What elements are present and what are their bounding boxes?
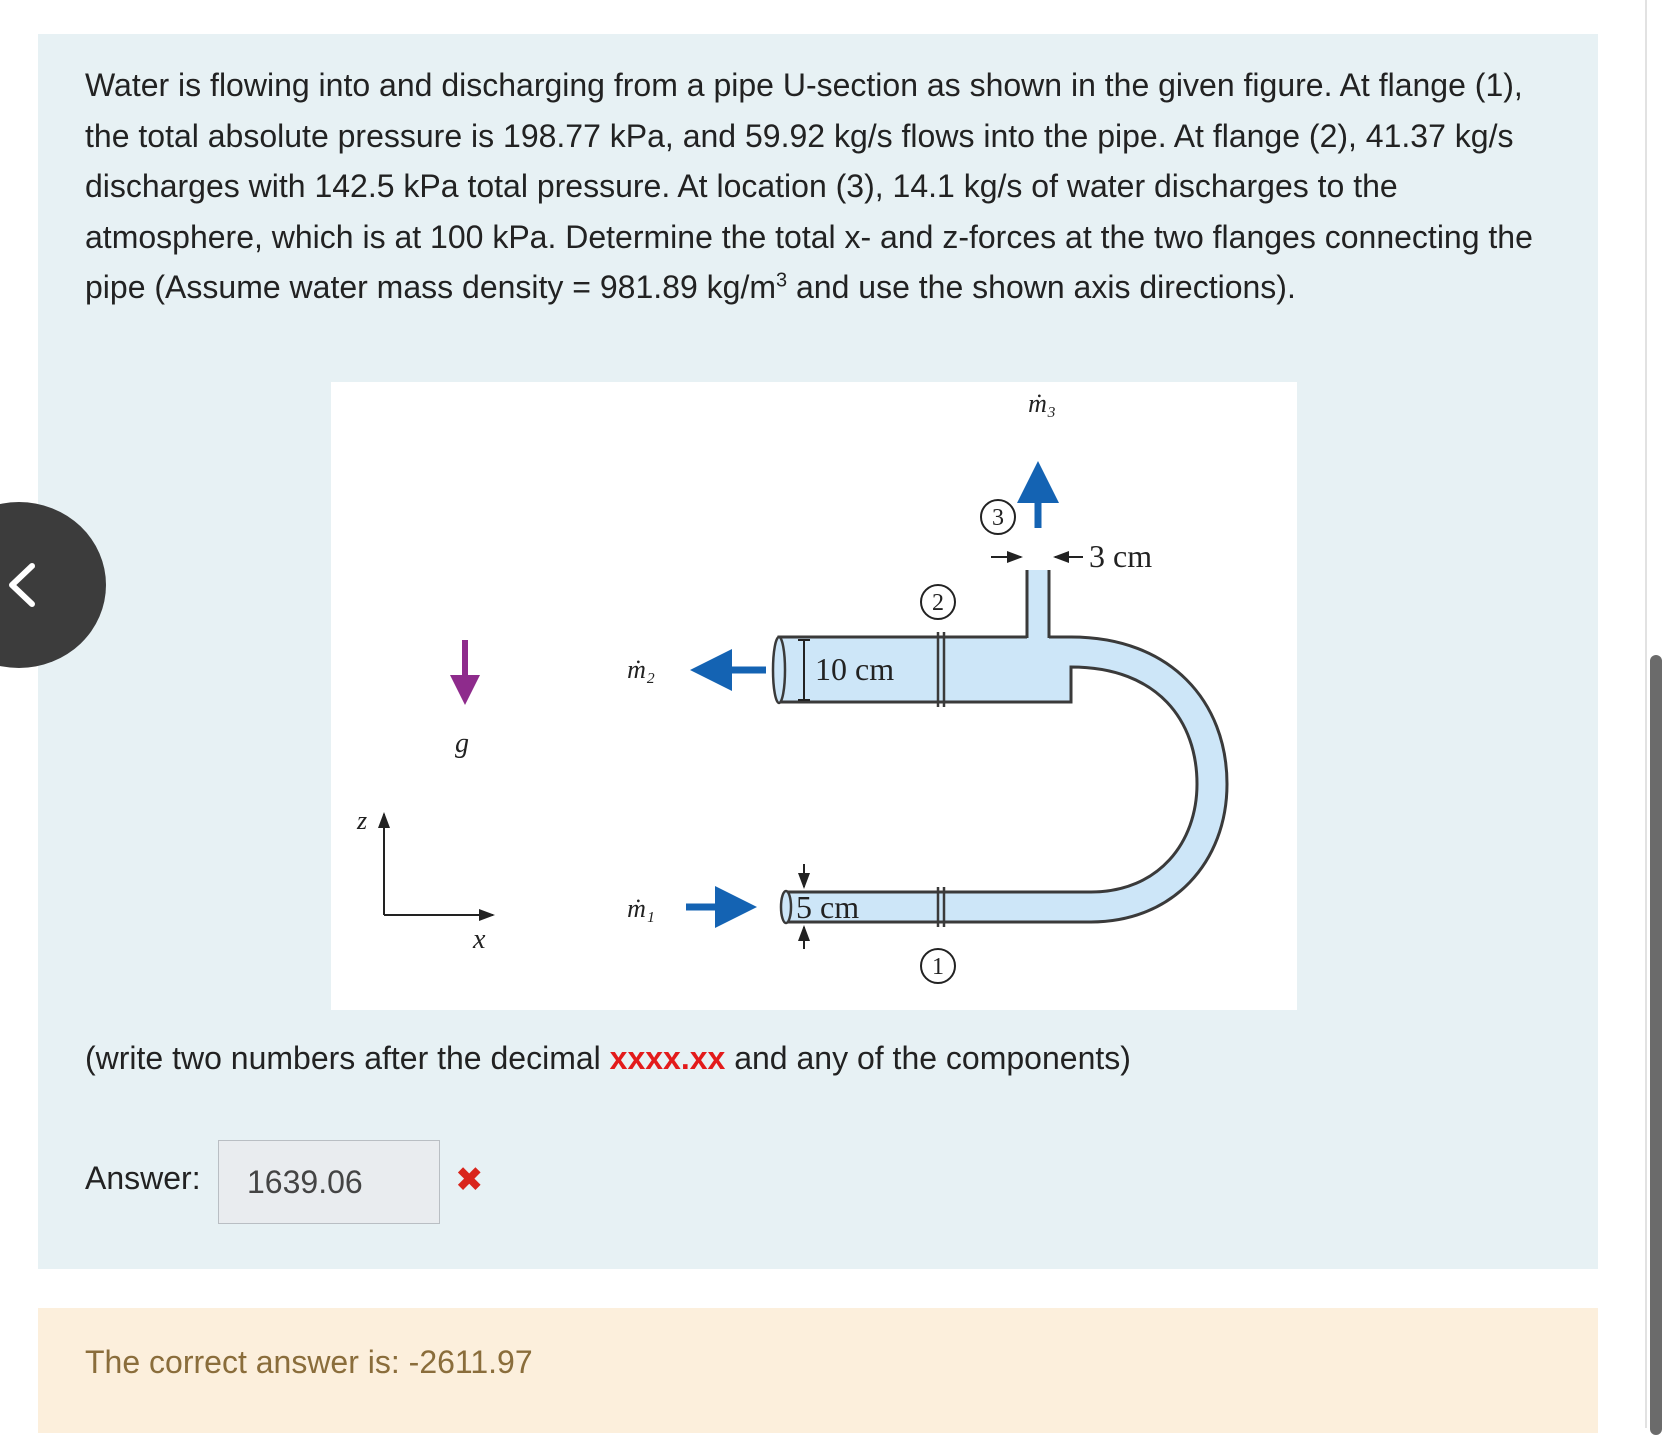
z-label: z (357, 806, 368, 835)
x-label: x (473, 924, 486, 955)
answer-input[interactable] (218, 1140, 440, 1224)
figure-svg (331, 382, 1297, 1010)
dim-10cm-label: 10 cm (815, 651, 895, 687)
correct-answer-text: The correct answer is: -2611.97 (85, 1344, 533, 1380)
outlet-end-2 (773, 637, 785, 703)
dim-3cm-label: 3 cm (1089, 538, 1153, 574)
g-label: g (455, 728, 469, 759)
chevron-left-icon (2, 560, 42, 610)
point-2-label: 2 (932, 590, 944, 616)
scrollbar-thumb[interactable] (1650, 655, 1662, 1435)
m2-label: ṁ₂ (627, 655, 655, 684)
question-text (85, 60, 1565, 313)
answer-label: Answer: (85, 1160, 201, 1196)
wrong-x-icon: ✖ (455, 1161, 484, 1199)
inlet-end-1 (781, 891, 791, 923)
question-text-main: Water is flowing into and discharging from a pipe U-section as shown in the given figure. At flange (1), the total absolute pressure is 198.77 kPa, and 59.92 kg/s flows into the pipe. At flange (2), 41.37 kg/s discharges with 142.5 kPa total pressure. At location (3), 14.1 kg/s of water discharges to the atmosphere, which is at 100 kPa. Determine the total x- and z-forces at the two flanges connecting the pipe (Assume water mass density = 981.89 kg/m (85, 67, 1533, 305)
instruction-format: xxxx.xx (609, 1040, 726, 1076)
answer-format-instruction (85, 1040, 1131, 1077)
question-text-superscript: 3 (775, 269, 788, 292)
question-panel (38, 34, 1598, 1269)
scrollbar-track[interactable] (1645, 0, 1647, 1428)
m1-label: ṁ₁ (627, 894, 655, 923)
dim-5cm-label: 5 cm (796, 889, 860, 925)
instruction-before: (write two numbers after the decimal (85, 1040, 610, 1076)
pipe-u-section-figure (331, 382, 1297, 1010)
m3-label: ṁ₃ (1028, 389, 1056, 418)
instruction-after: and any of the components) (725, 1040, 1131, 1076)
point-3-label: 3 (992, 505, 1004, 531)
point-1-label: 1 (932, 954, 944, 980)
answer-row (85, 1140, 585, 1224)
feedback-panel (38, 1308, 1598, 1433)
outlet-stem-3 (1027, 570, 1049, 639)
question-text-end: and use the shown axis directions). (787, 269, 1296, 305)
